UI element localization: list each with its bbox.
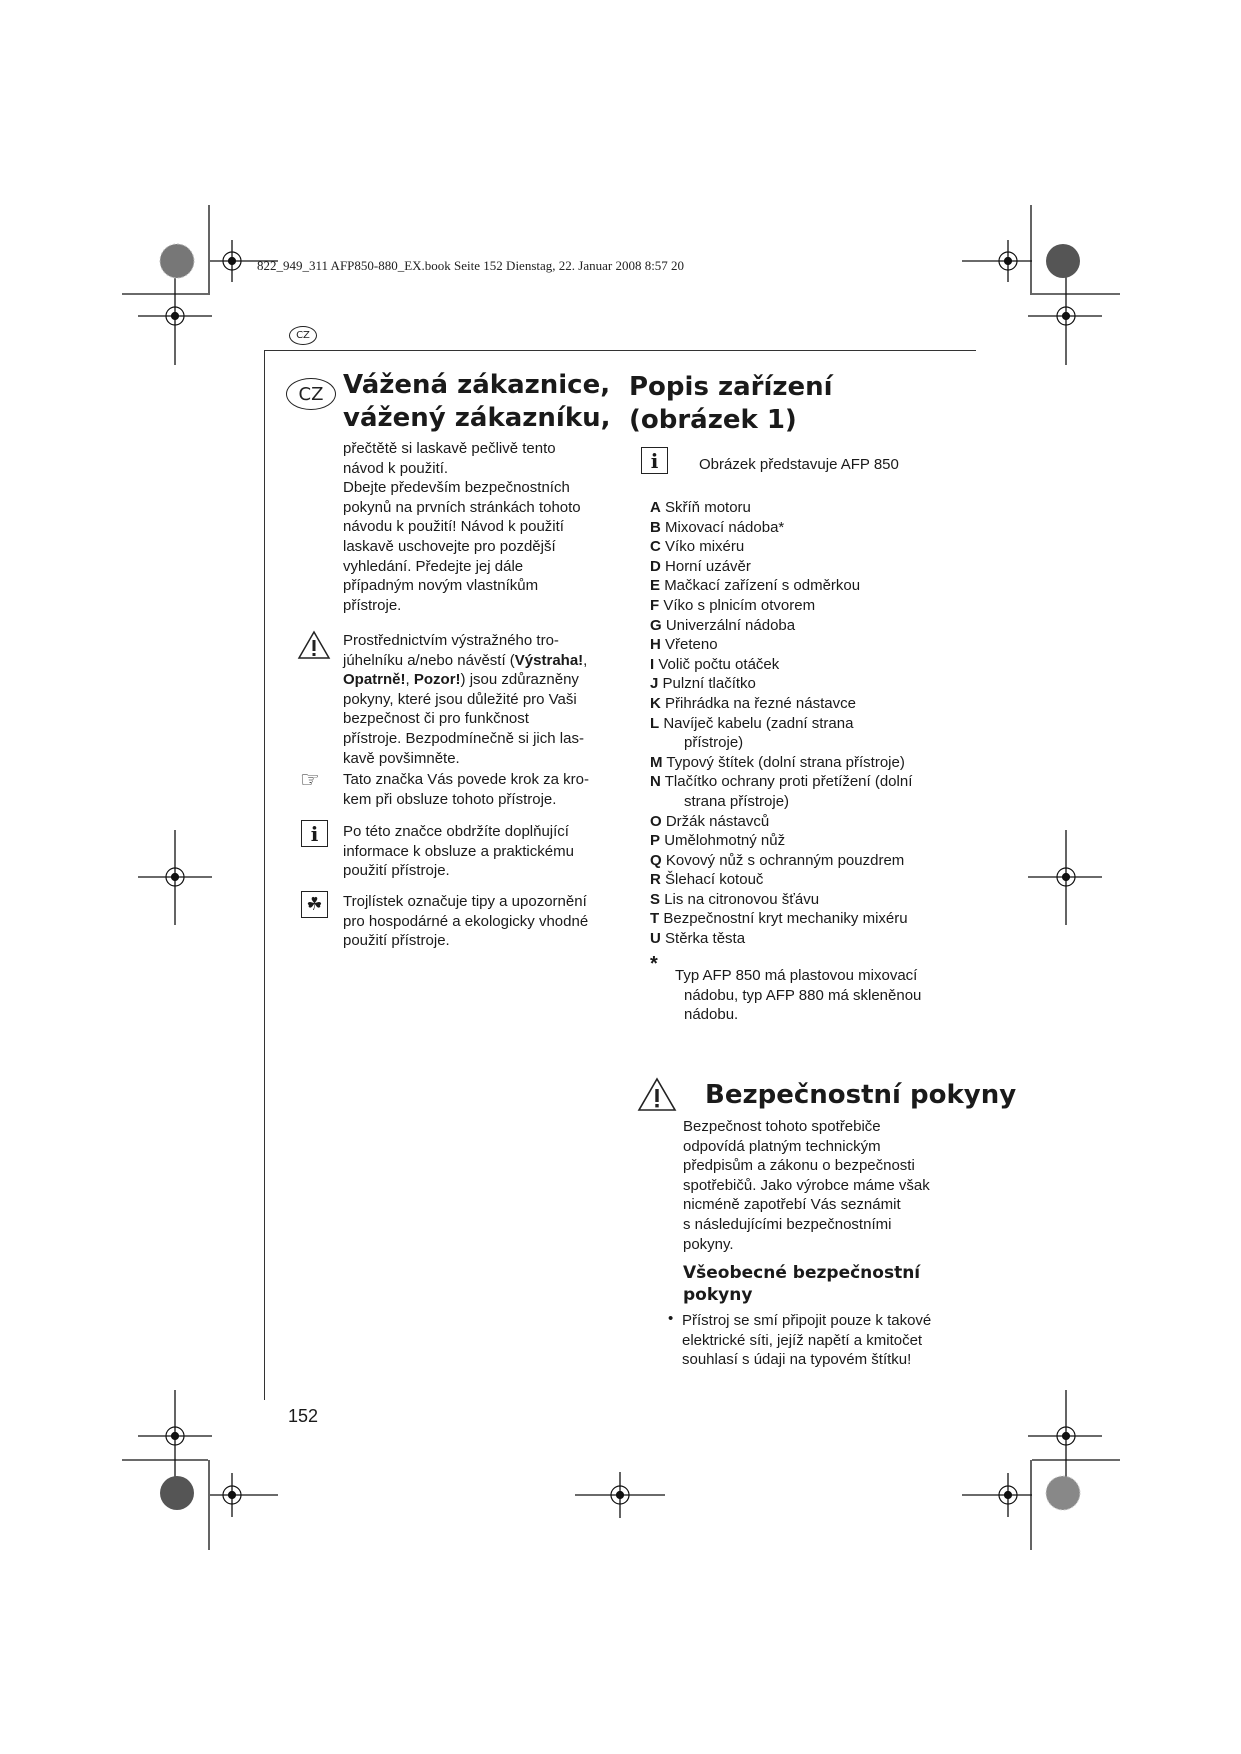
part-name: Bezpečnostní kryt mechaniky mixéru bbox=[663, 910, 908, 928]
general-safety-heading bbox=[683, 1262, 920, 1306]
part-name: Umělohmotný nůž bbox=[664, 832, 786, 850]
list-item bbox=[650, 831, 912, 851]
warning-line bbox=[343, 651, 628, 671]
part-letter: E bbox=[650, 577, 661, 595]
footnote-mark: * bbox=[650, 953, 658, 975]
intro-line: laskavě uschovejte pro pozdější bbox=[343, 537, 556, 555]
list-item bbox=[650, 576, 912, 596]
language-badge: CZ bbox=[286, 378, 336, 410]
part-letter: D bbox=[650, 557, 661, 575]
bullet-line: Přístroj se smí připojit pouze k takové bbox=[682, 1312, 932, 1329]
left-rule bbox=[264, 350, 265, 1400]
part-letter: R bbox=[650, 871, 661, 889]
list-item bbox=[650, 890, 912, 910]
footnote-line: Typ AFP 850 má plastovou mixovací bbox=[675, 967, 918, 984]
description-title-line-1: Popis zařízení bbox=[629, 372, 833, 402]
part-name: Kovový nůž s ochranným pouzdrem bbox=[665, 851, 905, 869]
warning-explanation bbox=[343, 631, 628, 768]
general-safety-bullet bbox=[682, 1311, 972, 1370]
part-name: Horní uzávěr bbox=[665, 557, 751, 575]
list-item bbox=[650, 909, 912, 929]
list-item bbox=[650, 518, 912, 538]
part-letter: H bbox=[650, 636, 661, 654]
warning-text: , bbox=[583, 651, 588, 669]
part-name: Vřeteno bbox=[665, 636, 718, 654]
eco-line: Trojlístek označuje tipy a upozornění bbox=[343, 893, 587, 910]
part-name: Skříň motoru bbox=[665, 499, 751, 516]
list-item bbox=[650, 753, 912, 773]
eco-explanation bbox=[343, 892, 633, 951]
general-safety-line-1: Všeobecné bezpečnostní bbox=[683, 1263, 921, 1283]
page-number: 152 bbox=[288, 1406, 319, 1426]
bullet: • bbox=[668, 1310, 674, 1327]
keyword-opatrne: Opatrně! bbox=[343, 671, 406, 689]
part-name: Tlačítko ochrany proti přetížení (dolní bbox=[664, 773, 913, 791]
list-item bbox=[650, 655, 912, 675]
step-line: Tato značka Vás povede krok za kro- bbox=[343, 771, 589, 788]
part-letter: T bbox=[650, 910, 660, 928]
bullet-line: souhlasí s údaji na typovém štítku! bbox=[682, 1351, 912, 1369]
intro-text bbox=[343, 439, 623, 615]
part-name: Volič počtu otáček bbox=[658, 655, 780, 673]
part-name: Víko s plnicím otvorem bbox=[663, 596, 816, 614]
part-name: Lis na citronovou šťávu bbox=[664, 890, 820, 908]
description-title-line-2: (obrázek 1) bbox=[629, 405, 797, 435]
part-letter: U bbox=[650, 930, 661, 948]
part-name: Víko mixéru bbox=[665, 538, 745, 556]
step-line: kem při obsluze tohoto přístroje. bbox=[343, 790, 557, 808]
warning-line: pokyny, které jsou důležité pro Vaši bbox=[343, 690, 577, 708]
info-explanation bbox=[343, 822, 628, 881]
eco-line: pro hospodárné a ekologicky vhodné bbox=[343, 912, 589, 930]
safety-intro bbox=[683, 1117, 963, 1254]
warning-text: júhelníku a/nebo návěstí ( bbox=[343, 651, 515, 669]
safety-line: odpovídá platným technickým bbox=[683, 1137, 881, 1155]
intro-line: Dbejte především bezpečnostních bbox=[343, 479, 570, 497]
footnote-line: nádobu. bbox=[684, 1006, 739, 1024]
intro-line: návodu k použití! Návod k použití bbox=[343, 518, 564, 536]
intro-line: návod k použití. bbox=[343, 459, 449, 477]
eco-line: použití přístroje. bbox=[343, 932, 450, 950]
list-item bbox=[650, 616, 912, 636]
part-letter: C bbox=[650, 538, 661, 556]
list-item bbox=[650, 870, 912, 890]
bullet-line: elektrické síti, jejíž napětí a kmitočet bbox=[682, 1331, 923, 1349]
warning-line: přístroje. Bezpodmínečně si jich las- bbox=[343, 729, 584, 747]
part-letter: P bbox=[650, 832, 661, 850]
part-name: Navíječ kabelu (zadní strana bbox=[663, 714, 854, 732]
part-letter: I bbox=[650, 655, 655, 673]
part-letter: K bbox=[650, 694, 661, 712]
intro-line: případným novým vlastníkům bbox=[343, 577, 539, 595]
part-name: Pulzní tlačítko bbox=[662, 675, 756, 693]
clover-icon: ☘ bbox=[301, 891, 328, 918]
part-letter: L bbox=[650, 714, 660, 732]
part-letter: G bbox=[650, 616, 662, 634]
part-letter: J bbox=[650, 675, 659, 693]
part-letter: A bbox=[650, 499, 661, 516]
part-name: Univerzální nádoba bbox=[665, 616, 796, 634]
step-explanation bbox=[343, 770, 628, 809]
info-icon: i bbox=[641, 447, 668, 474]
warning-line: kavě povšimněte. bbox=[343, 749, 460, 767]
part-letter: N bbox=[650, 773, 661, 791]
warning-line: bezpečnost či pro funkčnost bbox=[343, 710, 529, 728]
intro-line: vyhledání. Předejte jej dále bbox=[343, 557, 524, 575]
safety-line: s následujícími bezpečnostními bbox=[683, 1215, 892, 1233]
greeting-line-1: Vážená zákaznice, bbox=[343, 370, 611, 400]
part-letter: F bbox=[650, 596, 660, 614]
part-letter: B bbox=[650, 518, 661, 536]
list-item bbox=[650, 635, 912, 655]
info-line: Po této značce obdržíte doplňující bbox=[343, 823, 569, 840]
warning-line bbox=[343, 670, 628, 690]
info-line: použití přístroje. bbox=[343, 862, 450, 880]
top-rule bbox=[264, 350, 976, 351]
warning-triangle-icon bbox=[297, 630, 331, 660]
part-name: Typový štítek (dolní strana přístroje) bbox=[666, 753, 905, 771]
footnote bbox=[675, 966, 921, 1025]
file-info: 822_949_311 AFP850-880_EX.book Seite 152 Dienstag, 22. Januar 2008 8:57 20 bbox=[257, 258, 685, 273]
part-letter: Q bbox=[650, 851, 662, 869]
list-item bbox=[650, 851, 912, 871]
intro-line: pokynů na prvních stránkách tohoto bbox=[343, 498, 581, 516]
list-item bbox=[650, 929, 912, 949]
pointing-hand-icon: ☞ bbox=[300, 768, 320, 793]
info-icon: i bbox=[301, 820, 328, 847]
part-name: Přihrádka na řezné nástavce bbox=[665, 694, 856, 712]
safety-line: nicméně zapotřebí Vás seznámit bbox=[683, 1196, 901, 1214]
keyword-vystraha: Výstraha! bbox=[514, 651, 584, 669]
list-item bbox=[650, 596, 912, 616]
info-line: informace k obsluze a praktickému bbox=[343, 842, 574, 860]
part-letter: O bbox=[650, 812, 662, 830]
keyword-pozor: Pozor! bbox=[413, 671, 461, 689]
list-item-continuation: strana přístroje) bbox=[684, 792, 790, 810]
general-safety-line-2: pokyny bbox=[683, 1285, 753, 1305]
list-item bbox=[650, 694, 912, 714]
warning-text: , bbox=[405, 671, 414, 689]
list-item bbox=[650, 557, 912, 577]
greeting-line-2: vážený zákazníku, bbox=[343, 403, 611, 433]
part-letter: S bbox=[650, 890, 661, 908]
language-badge-small: CZ bbox=[289, 326, 317, 345]
part-letter: M bbox=[650, 753, 663, 771]
warning-line: Prostřednictvím výstražného tro- bbox=[343, 632, 559, 649]
list-item bbox=[650, 537, 912, 557]
part-name: Mixovací nádoba* bbox=[665, 518, 785, 536]
list-item bbox=[650, 772, 912, 792]
safety-line: pokyny. bbox=[683, 1235, 734, 1253]
part-name: Šlehací kotouč bbox=[665, 871, 764, 889]
safety-line: Bezpečnost tohoto spotřebiče bbox=[683, 1118, 881, 1135]
list-item-continuation: přístroje) bbox=[684, 734, 744, 752]
warning-text: ) jsou zdůrazněny bbox=[460, 671, 579, 689]
description-heading bbox=[629, 371, 833, 437]
part-name: Mačkací zařízení s odměrkou bbox=[664, 577, 861, 595]
intro-line: přečtětě si laskavě pečlivě tento bbox=[343, 440, 556, 457]
intro-line: přístroje. bbox=[343, 596, 402, 614]
parts-list bbox=[650, 498, 912, 949]
greeting-heading bbox=[343, 369, 611, 435]
safety-line: předpisům a zákonu o bezpečnosti bbox=[683, 1157, 915, 1175]
list-item bbox=[650, 812, 912, 832]
safety-heading: Bezpečnostní pokyny bbox=[705, 1080, 1017, 1110]
list-item bbox=[650, 674, 912, 694]
list-item bbox=[650, 714, 912, 734]
warning-triangle-icon bbox=[637, 1077, 677, 1113]
part-name: Držák nástavců bbox=[665, 812, 770, 830]
footnote-line: nádobu, typ AFP 880 má skleněnou bbox=[684, 986, 922, 1004]
safety-line: spotřebičů. Jako výrobce máme však bbox=[683, 1176, 930, 1194]
list-item bbox=[650, 498, 912, 518]
part-name: Stěrka těsta bbox=[665, 930, 746, 948]
figure-note: Obrázek představuje AFP 850 bbox=[699, 456, 899, 473]
